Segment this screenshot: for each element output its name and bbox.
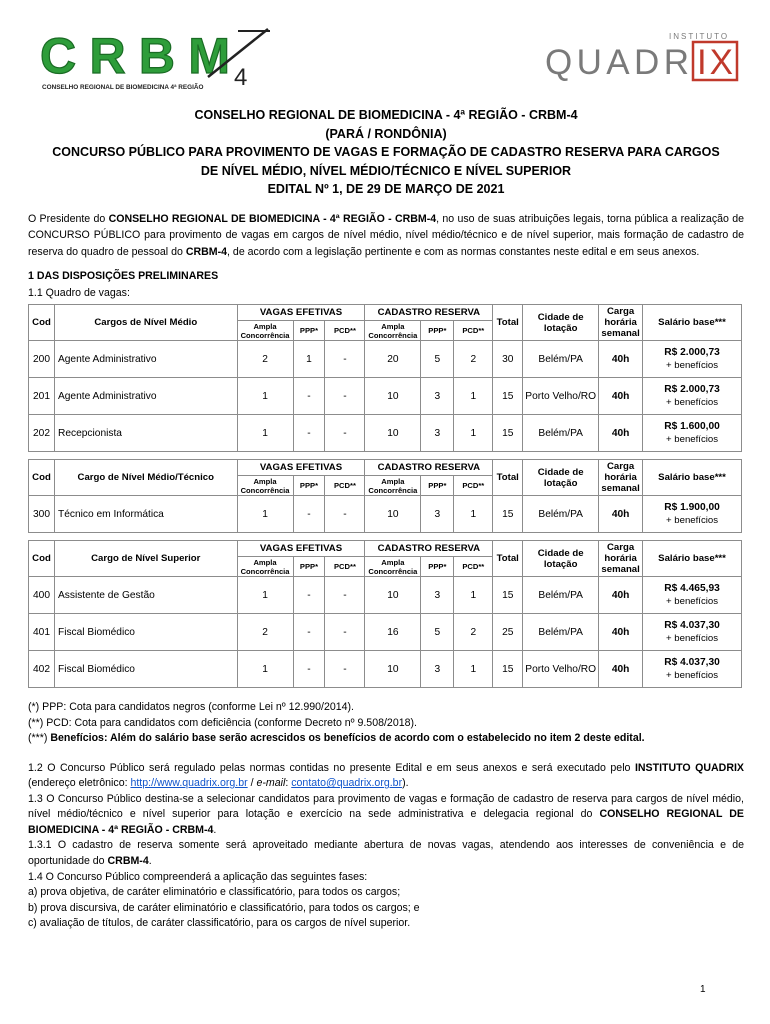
cell-cpcd: 1 bbox=[454, 415, 493, 452]
table-row bbox=[29, 651, 742, 688]
note-pcd: (**) PCD: Cota para candidatos com deficiência (conforme Decreto nº 9.508/2018). bbox=[28, 716, 417, 729]
cell-va: 1 bbox=[237, 415, 293, 452]
table-header-cell: Total bbox=[493, 460, 523, 496]
document-page bbox=[28, 0, 744, 932]
table-header-cell: Cidade de lotação bbox=[523, 305, 599, 341]
cell-salario bbox=[643, 341, 742, 378]
page-number: 1 bbox=[700, 984, 706, 995]
table-header-cell: PPP* bbox=[421, 476, 454, 496]
group-title: Cargo de Nível Médio/Técnico bbox=[54, 460, 237, 496]
title-line: DE NÍVEL MÉDIO, NÍVEL MÉDIO/TÉCNICO E NÍVEL SUPERIOR bbox=[200, 163, 572, 178]
table-header-row bbox=[29, 541, 742, 557]
paragraph-1-3-1: 1.3.1 O cadastro de reserva somente será aproveitado mediante abertura de novas vagas, atendendo aos interesses de conveniência e de oportunidade do CRBM-4. bbox=[28, 839, 744, 868]
table-header-cell: Cod bbox=[29, 460, 55, 496]
salary-benefits: + benefícios bbox=[666, 360, 719, 371]
cell-cpcd: 1 bbox=[454, 577, 493, 614]
table-header-cell: CADASTRO RESERVA bbox=[365, 541, 493, 557]
title-line: CONSELHO REGIONAL DE BIOMEDICINA - 4ª REGIÃO - CRBM-4 bbox=[194, 108, 578, 122]
cell-cppp: 5 bbox=[421, 341, 454, 378]
quadrix-logo-pre: INSTITUTO bbox=[669, 32, 730, 41]
group-title: Cargo de Nível Superior bbox=[54, 541, 237, 577]
cell-vpcd: - bbox=[325, 496, 365, 533]
table-header-cell: VAGAS EFETIVAS bbox=[237, 460, 365, 476]
cell-cidade: Belém/PA bbox=[523, 496, 599, 533]
cell-cidade: Belém/PA bbox=[523, 415, 599, 452]
cell-cppp: 3 bbox=[421, 651, 454, 688]
table-header-cell: Total bbox=[493, 305, 523, 341]
title-line: (PARÁ / RONDÔNIA) bbox=[325, 126, 447, 141]
cell-total: 15 bbox=[493, 378, 523, 415]
note-beneficios: (***) Benefícios: Além do salário base serão acrescidos os benefícios de acordo com o estabelecido no item 2 deste edital. bbox=[28, 732, 645, 744]
table-header-cell: PCD** bbox=[454, 476, 493, 496]
cell-cppp: 3 bbox=[421, 496, 454, 533]
cell-salario bbox=[643, 415, 742, 452]
cell-cpcd: 1 bbox=[454, 378, 493, 415]
table-header-cell: PCD** bbox=[325, 321, 365, 341]
cell-carga: 40h bbox=[599, 415, 643, 452]
cell-vppp: - bbox=[293, 496, 325, 533]
table-header-cell: PPP* bbox=[421, 321, 454, 341]
cell-vpcd: - bbox=[325, 378, 365, 415]
crbm-logo-four: 4 bbox=[234, 64, 248, 91]
cell-va: 1 bbox=[237, 496, 293, 533]
cell-cppp: 3 bbox=[421, 378, 454, 415]
table-header-cell: Ampla Concorrência bbox=[237, 557, 293, 577]
cell-cod: 401 bbox=[29, 614, 55, 651]
cell-salario bbox=[643, 614, 742, 651]
cell-vpcd: - bbox=[325, 614, 365, 651]
table-header-cell: Cidade de lotação bbox=[523, 541, 599, 577]
cell-vpcd: - bbox=[325, 651, 365, 688]
table-row bbox=[29, 378, 742, 415]
cell-cargo: Recepcionista bbox=[54, 415, 237, 452]
table-header-cell: VAGAS EFETIVAS bbox=[237, 305, 365, 321]
cell-vpcd: - bbox=[325, 415, 365, 452]
table-row bbox=[29, 577, 742, 614]
cell-cidade: Porto Velho/RO bbox=[523, 378, 599, 415]
table-header-cell: Cod bbox=[29, 541, 55, 577]
cell-vppp: - bbox=[293, 415, 325, 452]
cell-carga: 40h bbox=[599, 341, 643, 378]
cell-cargo: Agente Administrativo bbox=[54, 341, 237, 378]
salary-benefits: + benefícios bbox=[666, 596, 719, 607]
table-header-cell: PCD** bbox=[325, 557, 365, 577]
cell-vppp: - bbox=[293, 651, 325, 688]
crbm-logo-text: CRBM bbox=[40, 28, 230, 84]
cell-cargo: Fiscal Biomédico bbox=[54, 614, 237, 651]
table-header-cell: CADASTRO RESERVA bbox=[365, 460, 493, 476]
cell-total: 15 bbox=[493, 415, 523, 452]
table-header-row bbox=[29, 305, 742, 321]
gap-cell bbox=[29, 533, 742, 541]
cell-cod: 202 bbox=[29, 415, 55, 452]
cell-cidade: Porto Velho/RO bbox=[523, 651, 599, 688]
cell-ca: 10 bbox=[365, 378, 421, 415]
salary-value: R$ 2.000,73 bbox=[664, 384, 720, 395]
header bbox=[28, 0, 744, 100]
table-row bbox=[29, 415, 742, 452]
cell-cidade: Belém/PA bbox=[523, 577, 599, 614]
cell-total: 15 bbox=[493, 577, 523, 614]
salary-value: R$ 1.600,00 bbox=[664, 421, 720, 432]
group-title: Cargos de Nível Médio bbox=[54, 305, 237, 341]
title-line: EDITAL Nº 1, DE 29 DE MARÇO DE 2021 bbox=[267, 182, 505, 197]
body-paragraphs bbox=[28, 761, 744, 933]
cell-vppp: - bbox=[293, 378, 325, 415]
quadrix-email-link[interactable]: contato@quadrix.org.br bbox=[291, 777, 403, 790]
section-1-1: 1.1 Quadro de vagas: bbox=[28, 286, 130, 299]
table-header-cell: Carga horária semanal bbox=[599, 460, 643, 496]
cell-cpcd: 2 bbox=[454, 341, 493, 378]
cell-cppp: 3 bbox=[421, 415, 454, 452]
cell-salario bbox=[643, 496, 742, 533]
paragraph-1-4: 1.4 O Concurso Público compreenderá a aplicação das seguintes fases: bbox=[28, 870, 368, 883]
cell-ca: 20 bbox=[365, 341, 421, 378]
document-titles bbox=[28, 106, 744, 199]
table-header-cell: PPP* bbox=[293, 557, 325, 577]
cell-carga: 40h bbox=[599, 496, 643, 533]
cell-ca: 10 bbox=[365, 496, 421, 533]
salary-value: R$ 2.000,73 bbox=[664, 347, 720, 358]
cell-total: 30 bbox=[493, 341, 523, 378]
cell-cpcd: 1 bbox=[454, 651, 493, 688]
table-header-cell: Carga horária semanal bbox=[599, 305, 643, 341]
cell-ca: 10 bbox=[365, 415, 421, 452]
fase-item: b) prova discursiva, de caráter eliminatório e classificatório, para todos os cargos; e bbox=[28, 901, 420, 914]
table-header-cell: PPP* bbox=[293, 321, 325, 341]
cell-va: 2 bbox=[237, 341, 293, 378]
table-header-cell: Cod bbox=[29, 305, 55, 341]
salary-value: R$ 1.900,00 bbox=[664, 502, 720, 513]
cell-cargo: Agente Administrativo bbox=[54, 378, 237, 415]
cell-carga: 40h bbox=[599, 577, 643, 614]
cell-carga: 40h bbox=[599, 651, 643, 688]
table-row bbox=[29, 341, 742, 378]
cell-cidade: Belém/PA bbox=[523, 614, 599, 651]
cell-vpcd: - bbox=[325, 341, 365, 378]
cell-va: 1 bbox=[237, 651, 293, 688]
salary-benefits: + benefícios bbox=[666, 397, 719, 408]
table-header-cell: Total bbox=[493, 541, 523, 577]
cell-total: 15 bbox=[493, 496, 523, 533]
table-header-cell: Salário base*** bbox=[643, 305, 742, 341]
table-header-cell: Carga horária semanal bbox=[599, 541, 643, 577]
table-header-cell: PPP* bbox=[293, 476, 325, 496]
salary-benefits: + benefícios bbox=[666, 434, 719, 445]
cell-salario bbox=[643, 577, 742, 614]
cell-salario bbox=[643, 378, 742, 415]
cell-ca: 16 bbox=[365, 614, 421, 651]
crbm4-logo bbox=[38, 27, 273, 93]
salary-value: R$ 4.037,30 bbox=[664, 657, 720, 668]
cell-cargo: Técnico em Informática bbox=[54, 496, 237, 533]
table-header-cell: Ampla Concorrência bbox=[365, 557, 421, 577]
cell-total: 25 bbox=[493, 614, 523, 651]
cell-cod: 200 bbox=[29, 341, 55, 378]
quadrix-logo-box-text: IX bbox=[697, 43, 733, 82]
cell-va: 2 bbox=[237, 614, 293, 651]
cell-carga: 40h bbox=[599, 614, 643, 651]
cell-vppp: 1 bbox=[293, 341, 325, 378]
note-ppp: (*) PPP: Cota para candidatos negros (conforme Lei nº 12.990/2014). bbox=[28, 701, 354, 713]
paragraph-1-2: 1.2 O Concurso Público será regulado pelas normas contidas no presente Edital e em seus anexos e será executado pelo INSTITUTO QUADRIX (endereço eletrônico: http://www.quadrix.org.br / e-mail: contato@quadrix.org.br). bbox=[28, 761, 744, 790]
salary-benefits: + benefícios bbox=[666, 515, 719, 526]
cell-cod: 402 bbox=[29, 651, 55, 688]
cell-cargo: Fiscal Biomédico bbox=[54, 651, 237, 688]
table-header-cell: PCD** bbox=[454, 321, 493, 341]
cell-cargo: Assistente de Gestão bbox=[54, 577, 237, 614]
cell-cod: 400 bbox=[29, 577, 55, 614]
salary-value: R$ 4.465,93 bbox=[664, 583, 720, 594]
table-header-cell: PCD** bbox=[325, 476, 365, 496]
quadrix-website-link[interactable]: http://www.quadrix.org.br bbox=[130, 777, 248, 790]
fase-item: c) avaliação de títulos, de caráter classificatório, para os cargos de nível superior. bbox=[28, 917, 411, 930]
table-header-cell: Ampla Concorrência bbox=[365, 476, 421, 496]
cell-ca: 10 bbox=[365, 577, 421, 614]
vacancy-table bbox=[28, 304, 742, 688]
table-row bbox=[29, 496, 742, 533]
cell-va: 1 bbox=[237, 378, 293, 415]
table-notes bbox=[28, 700, 744, 747]
cell-cod: 300 bbox=[29, 496, 55, 533]
cell-cod: 201 bbox=[29, 378, 55, 415]
intro-paragraph: O Presidente do CONSELHO REGIONAL DE BIOMEDICINA - 4ª REGIÃO - CRBM-4, no uso de suas atribuições legais, torna pública a realização de CONCURSO PÚBLICO para provimento de vagas em cargos de nível médio, nível médio/técnico e de nível superior, mais formação de cadastro de reserva do quadro de pessoal do CRBM-4, de acordo com a legislação pertinente e com as normas constantes neste edital e em seus anexos. bbox=[28, 212, 744, 258]
table-header-cell: Ampla Concorrência bbox=[365, 321, 421, 341]
section-1-title: 1 DAS DISPOSIÇÕES PRELIMINARES bbox=[28, 270, 219, 283]
cell-cpcd: 2 bbox=[454, 614, 493, 651]
table-header-cell: VAGAS EFETIVAS bbox=[237, 541, 365, 557]
table-header-row bbox=[29, 460, 742, 476]
cell-cpcd: 1 bbox=[454, 496, 493, 533]
table-header-cell: PPP* bbox=[421, 557, 454, 577]
table-header-cell: Cidade de lotação bbox=[523, 460, 599, 496]
table-row bbox=[29, 614, 742, 651]
table-header-cell: Salário base*** bbox=[643, 460, 742, 496]
table-header-cell: PCD** bbox=[454, 557, 493, 577]
cell-vppp: - bbox=[293, 577, 325, 614]
cell-total: 15 bbox=[493, 651, 523, 688]
cell-vppp: - bbox=[293, 614, 325, 651]
table-gap bbox=[29, 452, 742, 460]
table-header-cell: CADASTRO RESERVA bbox=[365, 305, 493, 321]
table-header-cell: Salário base*** bbox=[643, 541, 742, 577]
table-header-cell: Ampla Concorrência bbox=[237, 321, 293, 341]
table-gap bbox=[29, 533, 742, 541]
salary-benefits: + benefícios bbox=[666, 670, 719, 681]
cell-cidade: Belém/PA bbox=[523, 341, 599, 378]
quadrix-logo-main: QUADR bbox=[545, 43, 690, 82]
cell-cppp: 3 bbox=[421, 577, 454, 614]
cell-carga: 40h bbox=[599, 378, 643, 415]
cell-cppp: 5 bbox=[421, 614, 454, 651]
salary-benefits: + benefícios bbox=[666, 633, 719, 644]
title-line: CONCURSO PÚBLICO PARA PROVIMENTO DE VAGAS E FORMAÇÃO DE CADASTRO RESERVA PARA CARGOS bbox=[52, 145, 720, 160]
fase-item: a) prova objetiva, de caráter eliminatório e classificatório, para todos os cargos; bbox=[28, 886, 401, 899]
cell-va: 1 bbox=[237, 577, 293, 614]
salary-value: R$ 4.037,30 bbox=[664, 620, 720, 631]
cell-salario bbox=[643, 651, 742, 688]
gap-cell bbox=[29, 452, 742, 460]
cell-vpcd: - bbox=[325, 577, 365, 614]
quadrix-logo bbox=[543, 28, 743, 84]
cell-ca: 10 bbox=[365, 651, 421, 688]
table-header-cell: Ampla Concorrência bbox=[237, 476, 293, 496]
paragraph-1-3: 1.3 O Concurso Público destina-se a selecionar candidatos para provimento de vagas e formação de cadastro de reserva para cargos de nível médio, nível médio/técnico e nível superior para lotação e exercício na sede administrativa e delegacia regional do CONSELHO REGIONAL DE BIOMEDICINA - 4ª REGIÃO - CRBM-4. bbox=[28, 792, 744, 836]
crbm-logo-subtitle: CONSELHO REGIONAL DE BIOMEDICINA 4ª REGIÃO bbox=[42, 84, 204, 91]
